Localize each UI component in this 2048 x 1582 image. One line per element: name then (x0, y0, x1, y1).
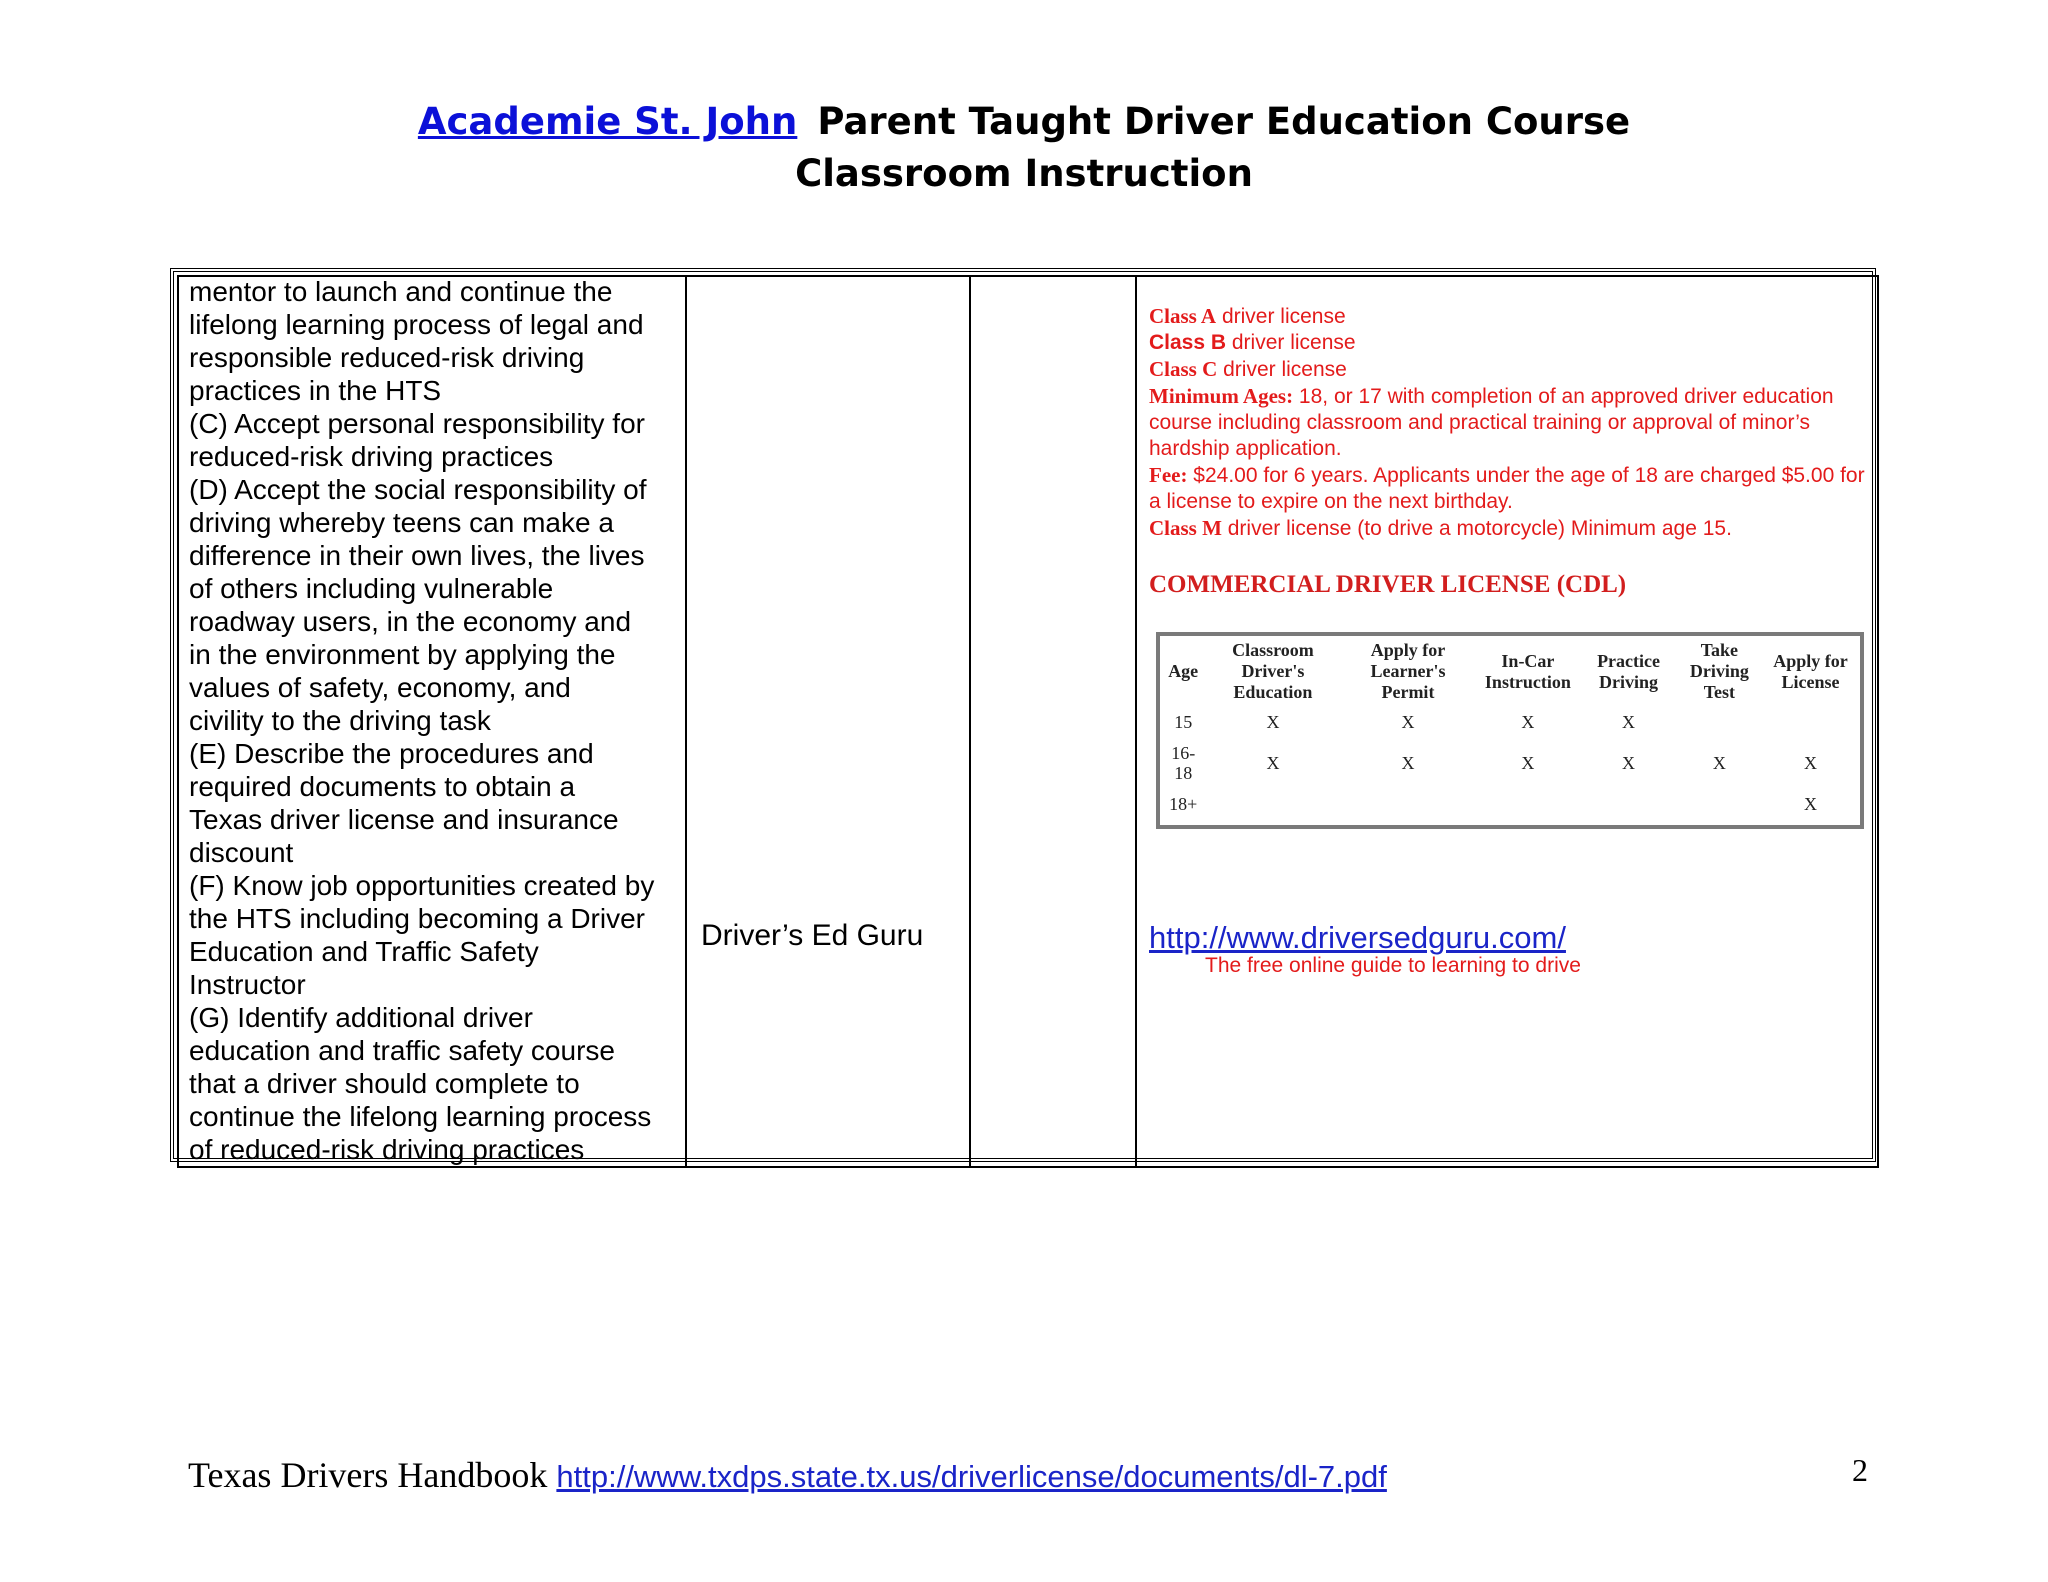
objective-line: Instructor (189, 969, 306, 1000)
license-info-cell (1136, 276, 1878, 1167)
requirement-cell (1472, 787, 1583, 821)
page-header (0, 96, 2048, 200)
course-title: Parent Taught Driver Education Course (817, 100, 1631, 143)
requirement-cell: X (1266, 712, 1280, 732)
requirement-cell (1202, 787, 1343, 821)
age-table-header-cell: Classroom Driver's Education (1232, 640, 1314, 702)
objective-line: responsible reduced-risk driving (189, 342, 585, 373)
requirement-cell (1343, 787, 1472, 821)
requirement-cell (1674, 705, 1765, 739)
header-line-1 (0, 96, 2048, 148)
age-table-header-cell: Apply for Learner's Permit (1370, 640, 1446, 702)
objective-line: driving whereby teens can make a (189, 507, 614, 538)
age-table-header-cell: In-Car Instruction (1484, 650, 1571, 692)
age-table-header-cell: Practice Driving (1597, 650, 1661, 692)
page-number: 2 (1852, 1452, 1868, 1488)
objective-line: the HTS including becoming a Driver (189, 903, 645, 934)
class-m-line: Class M driver license (to drive a motorcycle) Minimum age 15. (1149, 516, 1732, 540)
objective-line: civility to the driving task (189, 705, 491, 736)
lesson-table (177, 275, 1879, 1168)
handbook-label: Texas Drivers Handbook (188, 1455, 548, 1495)
class-c-line: Class C driver license (1149, 357, 1347, 381)
objective-line: that a driver should complete to (189, 1068, 580, 1099)
objective-line: roadway users, in the economy and (189, 606, 632, 637)
age-requirements-table (1156, 632, 1864, 829)
requirement-cell: X (1622, 753, 1636, 773)
age-table-header-cell: Take Driving Test (1689, 640, 1749, 702)
age-cell: 18+ (1169, 794, 1198, 814)
driversedguru-link[interactable]: http://www.driversedguru.com/ (1149, 920, 1566, 955)
objective-line: required documents to obtain a (189, 771, 576, 802)
objective-line: (C) Accept personal responsibility for (189, 408, 645, 439)
objective-line: Education and Traffic Safety (189, 936, 539, 967)
objective-line: (D) Accept the social responsibility of (189, 474, 647, 505)
age-table-header (1164, 638, 1856, 705)
resource-cell (686, 276, 970, 1167)
requirement-cell (1583, 787, 1673, 821)
age-cell: 15 (1174, 712, 1193, 732)
objective-line: difference in their own lives, the lives (189, 540, 645, 571)
objective-line: of reduced-risk driving practices (189, 1134, 585, 1165)
objective-line: (G) Identify additional driver (189, 1002, 533, 1033)
requirement-cell (1674, 787, 1765, 821)
license-info (1137, 277, 1877, 979)
objective-line: continue the lifelong learning process (189, 1101, 652, 1132)
objective-line: values of safety, economy, and (189, 672, 571, 703)
fee-line: Fee: $24.00 for 6 years. Applicants under the age of 18 are charged $5.00 for a license to expire on the next birthday. (1149, 463, 1865, 513)
handbook-link[interactable]: http://www.txdps.state.tx.us/driverlicense/documents/dl-7.pdf (556, 1459, 1387, 1494)
objective-line: practices in the HTS (189, 375, 442, 406)
age-table (1164, 638, 1856, 821)
requirement-cell: X (1266, 753, 1280, 773)
objective-line: lifelong learning process of legal and (189, 309, 644, 340)
age-table-row (1164, 787, 1856, 821)
age-table-header-cell: Age (1168, 661, 1199, 681)
footer (188, 1454, 1387, 1496)
min-ages-line: Minimum Ages: 18, or 17 with completion of an approved driver education course including classroom and practical training or approval of minor’s hardship application. (1149, 384, 1834, 460)
requirement-cell: X (1804, 753, 1818, 773)
requirement-cell: X (1521, 712, 1535, 732)
objective-line: in the environment by applying the (189, 639, 616, 670)
age-table-row (1164, 705, 1856, 739)
class-a-line: Class A driver license (1149, 304, 1346, 328)
empty-cell (970, 276, 1136, 1167)
objective-line: reduced-risk driving practices (189, 441, 554, 472)
school-link[interactable]: Academie St. John (417, 100, 798, 143)
tagline: The free online guide to learning to drive (1205, 954, 1581, 977)
objectives-text (179, 275, 685, 1166)
objective-line: (F) Know job opportunities created by (189, 870, 655, 901)
objective-line: of others including vulnerable (189, 573, 554, 604)
requirement-cell: X (1712, 753, 1726, 773)
requirement-cell: X (1804, 794, 1818, 814)
table-row (178, 276, 1878, 1167)
age-table-row (1164, 739, 1856, 787)
requirement-cell (1765, 705, 1856, 739)
objective-line: discount (189, 837, 294, 868)
header-subtitle: Classroom Instruction (795, 152, 1253, 195)
requirement-cell: X (1521, 753, 1535, 773)
age-cell: 16-18 (1171, 743, 1196, 783)
requirement-cell: X (1401, 712, 1415, 732)
class-b-line: Class B driver license (1149, 331, 1356, 354)
resource-name: Driver’s Ed Guru (701, 919, 924, 952)
objective-line: education and traffic safety course (189, 1035, 615, 1066)
requirement-cell: X (1401, 753, 1415, 773)
requirement-cell: X (1622, 712, 1636, 732)
objective-line: mentor to launch and continue the (189, 276, 613, 307)
objective-line: Texas driver license and insurance (189, 804, 619, 835)
objective-line: (E) Describe the procedures and (189, 738, 594, 769)
cdl-heading: COMMERCIAL DRIVER LICENSE (CDL) (1149, 571, 1627, 598)
age-table-header-cell: Apply for License (1773, 650, 1848, 692)
objectives-cell (178, 276, 686, 1167)
